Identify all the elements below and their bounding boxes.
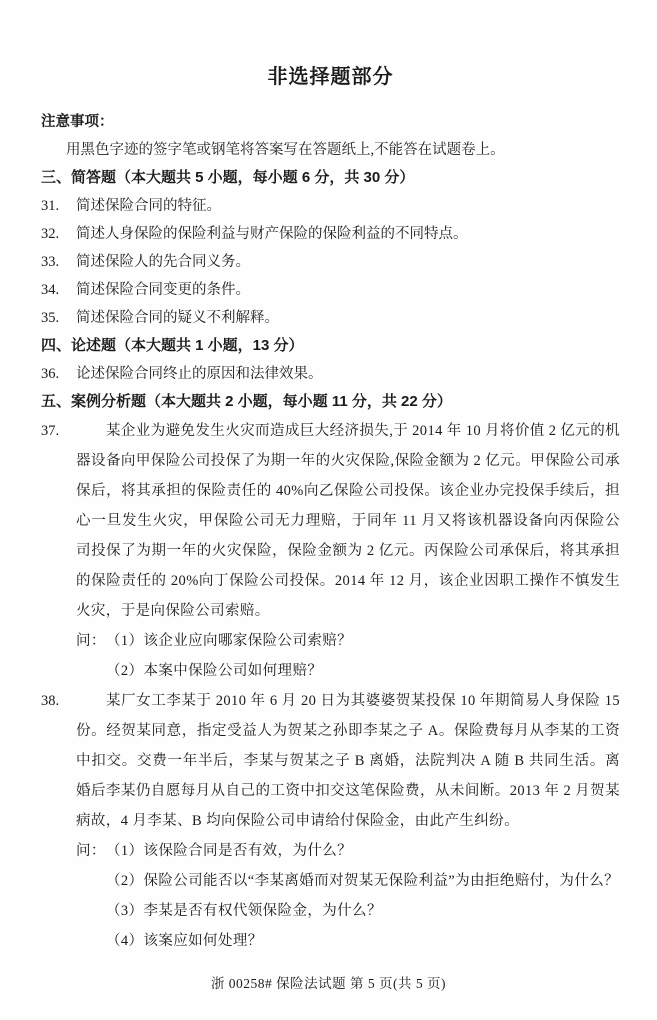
question-number: 34.: [41, 282, 60, 298]
question-number: 31.: [41, 198, 60, 214]
question-number: 33.: [41, 254, 60, 270]
case-question-text: （1）该企业应向哪家保险公司索赔？: [106, 633, 353, 649]
page-title: 非选择题部分: [267, 66, 394, 88]
case-question: [76, 836, 620, 866]
case-question-text: （1）该保险合同是否有效，为什么？: [106, 843, 353, 859]
upper-block: [41, 108, 620, 416]
question-item-36: [41, 360, 620, 388]
question-lead: 问：: [76, 843, 106, 859]
case-question: [76, 626, 620, 656]
notice-text: 用黑色字迹的签字笔或钢笔将答案写在答题纸上,不能答在试题卷上。: [66, 142, 505, 158]
question-text: 简述人身保险的保险利益与财产保险的保险利益的不同特点。: [76, 226, 468, 242]
question-lead: 问：: [76, 633, 106, 649]
notice-label: 注意事项：: [41, 114, 114, 130]
case-item-38: [41, 686, 620, 956]
case-question: [76, 896, 620, 926]
question-number: 35.: [41, 310, 60, 326]
case-number: 38.: [41, 693, 60, 709]
question-item-32: [41, 220, 620, 248]
case-question-text: （3）李某是否有权代领保险金，为什么？: [106, 903, 382, 919]
question-item-35: [41, 304, 620, 332]
case-number: 37.: [41, 423, 60, 439]
case-body: 某厂女工李某于 2010 年 6 月 20 日为其婆婆贺某投保 10 年期简易人身保险 15 份。经贺某同意，指定受益人为贺某之孙即李某之子 A。保险费每月从李某的工资中扣交。交费一年半后，李某与贺某之子 B 离婚，法院判决 A 随 B 共同生活。离婚后李某仍自愿每月从自己的工资中扣交这笔保险费，从未间断。2013 年 2 月贺某病故，4 月李某、B 均向保险公司申请给付保险金，由此产生纠纷。: [76, 693, 620, 829]
question-text: 简述保险人的先合同义务。: [76, 254, 250, 270]
question-number: 32.: [41, 226, 60, 242]
section-header-case-analysis: 五、案例分析题（本大题共 2 小题，每小题 11 分，共 22 分）: [41, 393, 452, 410]
case-question: [76, 866, 620, 896]
case-question: [76, 926, 620, 956]
case-item-37: [41, 416, 620, 686]
section-header-short-answer: 三、简答题（本大题共 5 小题，每小题 6 分，共 30 分）: [41, 169, 415, 186]
question-text: 简述保险合同变更的条件。: [76, 282, 250, 298]
case-question-text: （2）本案中保险公司如何理赔？: [106, 663, 323, 679]
page-footer: 浙 00258# 保险法试题 第 5 页(共 5 页): [210, 976, 447, 991]
question-text: 简述保险合同的疑义不利解释。: [76, 310, 279, 326]
section-header-essay: 四、论述题（本大题共 1 小题，13 分）: [41, 337, 304, 354]
question-item-34: [41, 276, 620, 304]
case-body: 某企业为避免发生火灾而造成巨大经济损失,于 2014 年 10 月将价值 2 亿元的机器设备向甲保险公司投保了为期一年的火灾保险,保险金额为 2 亿元。甲保险公司承保后，将其承担的保险责任的 40%向乙保险公司投保。该企业办完投保手续后，担心一旦发生火灾，甲保险公司无力理赔，于同年 11 月又将该机器设备向丙保险公司投保了为期一年的火灾保险，保险金额为 2 亿元。丙保险公司承保后，将其承担的保险责任的 20%向丁保险公司投保。2014 年 12 月，该企业因职工操作不慎发生火灾，于是向保险公司索赔。: [76, 423, 620, 619]
question-item-33: [41, 248, 620, 276]
question-text: 论述保险合同终止的原因和法律效果。: [76, 366, 323, 382]
case-question-text: （2）保险公司能否以“李某离婚而对贺某无保险利益”为由拒绝赔付，为什么？: [106, 873, 620, 889]
question-item-31: [41, 192, 620, 220]
question-number: 36.: [41, 366, 60, 382]
case-question-text: （4）该案应如何处理？: [106, 933, 263, 949]
question-text: 简述保险合同的特征。: [76, 198, 221, 214]
case-question: [76, 656, 620, 686]
